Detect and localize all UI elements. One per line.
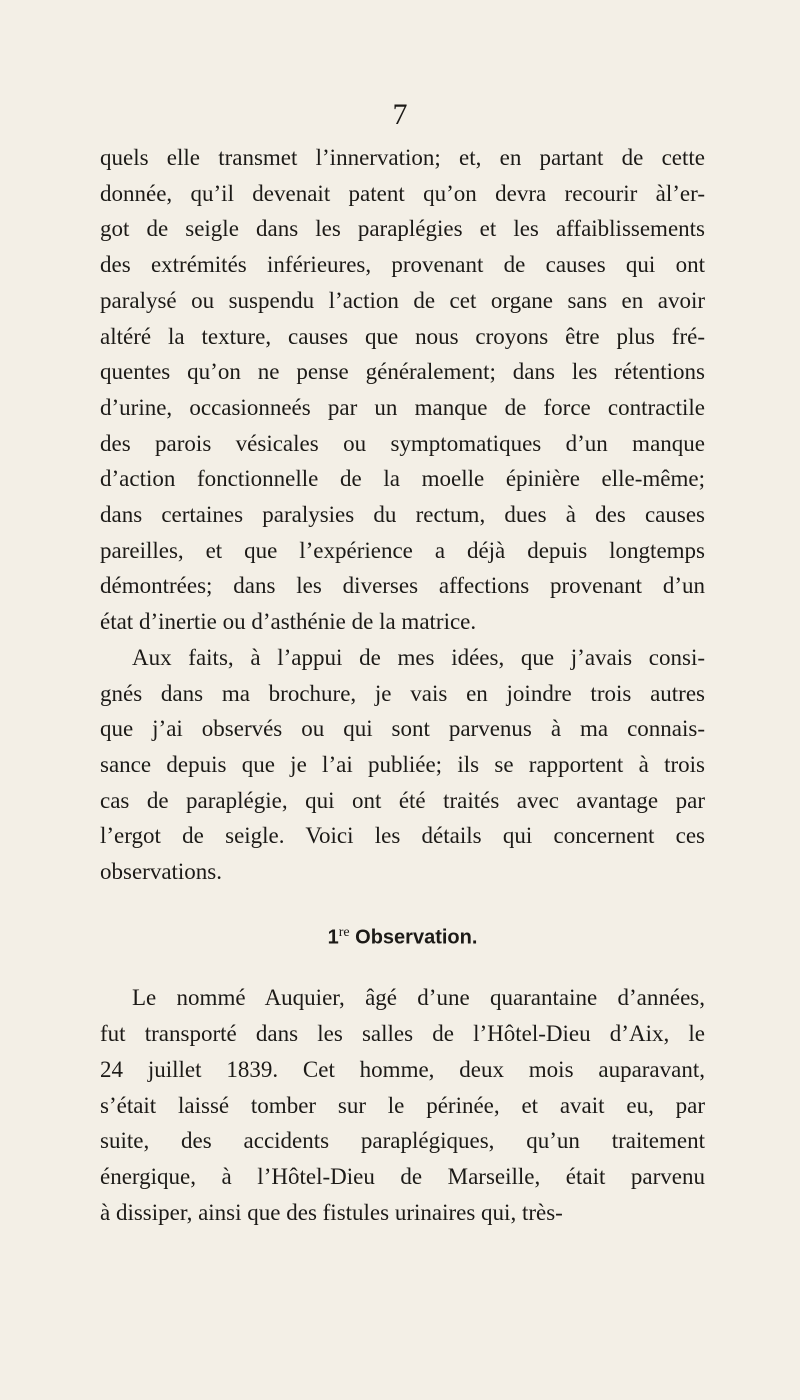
text-line: got de seigle dans les paraplégies et les affaiblissements [100, 216, 705, 242]
observation-ordinal: 1 [327, 926, 339, 949]
body-text [100, 140, 705, 1230]
text-line: donnée, qu’il devenait patent qu’on devra recourir àl’er- [100, 180, 705, 206]
observation-title: Observation. [355, 926, 478, 949]
text-line: suite, des accidents paraplégiques, qu’un traitement [100, 1128, 705, 1154]
observation-ordinal-suffix: re [338, 924, 350, 940]
text-line: que j’ai observés ou qui sont parvenus à ma connais- [100, 716, 705, 742]
text-line: quentes qu’on ne pense généralement; dans les rétentions [100, 359, 705, 385]
text-line: état d’inertie ou d’asthénie de la matrice. [100, 609, 477, 635]
text-line: Le nommé Auquier, âgé d’une quarantaine d’années, [132, 985, 705, 1011]
text-line: s’était laissé tomber sur le périnée, et avait eu, par [100, 1092, 705, 1118]
text-line: énergique, à l’Hôtel-Dieu de Marseille, était parvenu [100, 1163, 705, 1189]
text-line: démontrées; dans les diverses affections provenant d’un [100, 573, 705, 599]
text-line: Aux faits, à l’appui de mes idées, que j’avais consi- [132, 644, 705, 670]
text-line: altéré la texture, causes que nous croyons être plus fré- [100, 323, 705, 349]
text-line: cas de paraplégie, qui ont été traités avec avantage par [100, 787, 705, 813]
text-line: 24 juillet 1839. Cet homme, deux mois auparavant, [100, 1056, 705, 1082]
text-line: d’action fonctionnelle de la moelle épinière elle-même; [100, 466, 705, 492]
paragraph-1 [100, 140, 705, 640]
paragraph-3 [100, 980, 705, 1230]
text-line: sance depuis que je l’ai publiée; ils se rapportent à trois [100, 751, 705, 777]
text-line: fut transporté dans les salles de l’Hôtel-Dieu d’Aix, le [100, 1021, 705, 1047]
text-line: observations. [100, 859, 223, 885]
text-line: pareilles, et que l’expérience a déjà depuis longtemps [100, 537, 705, 563]
page-number: 7 [392, 98, 408, 131]
text-line: paralysé ou suspendu l’action de cet organe sans en avoir [100, 287, 705, 313]
text-line: des parois vésicales ou symptomatiques d’un manque [100, 430, 705, 456]
text-line: d’urine, occasionneés par un manque de force contractile [100, 394, 705, 420]
text-line: gnés dans ma brochure, je vais en joindre trois autres [100, 680, 705, 706]
paragraph-2 [100, 640, 705, 890]
text-line: des extrémités inférieures, provenant de causes qui ont [100, 252, 705, 278]
text-line: dans certaines paralysies du rectum, dues à des causes [100, 502, 705, 528]
text-line: à dissiper, ainsi que des fistules urinaires qui, très- [100, 1199, 563, 1225]
observation-heading [100, 920, 705, 951]
text-line: quels elle transmet l’innervation; et, en partant de cette [100, 145, 705, 170]
text-line: l’ergot de seigle. Voici les détails qui concernent ces [100, 823, 705, 849]
